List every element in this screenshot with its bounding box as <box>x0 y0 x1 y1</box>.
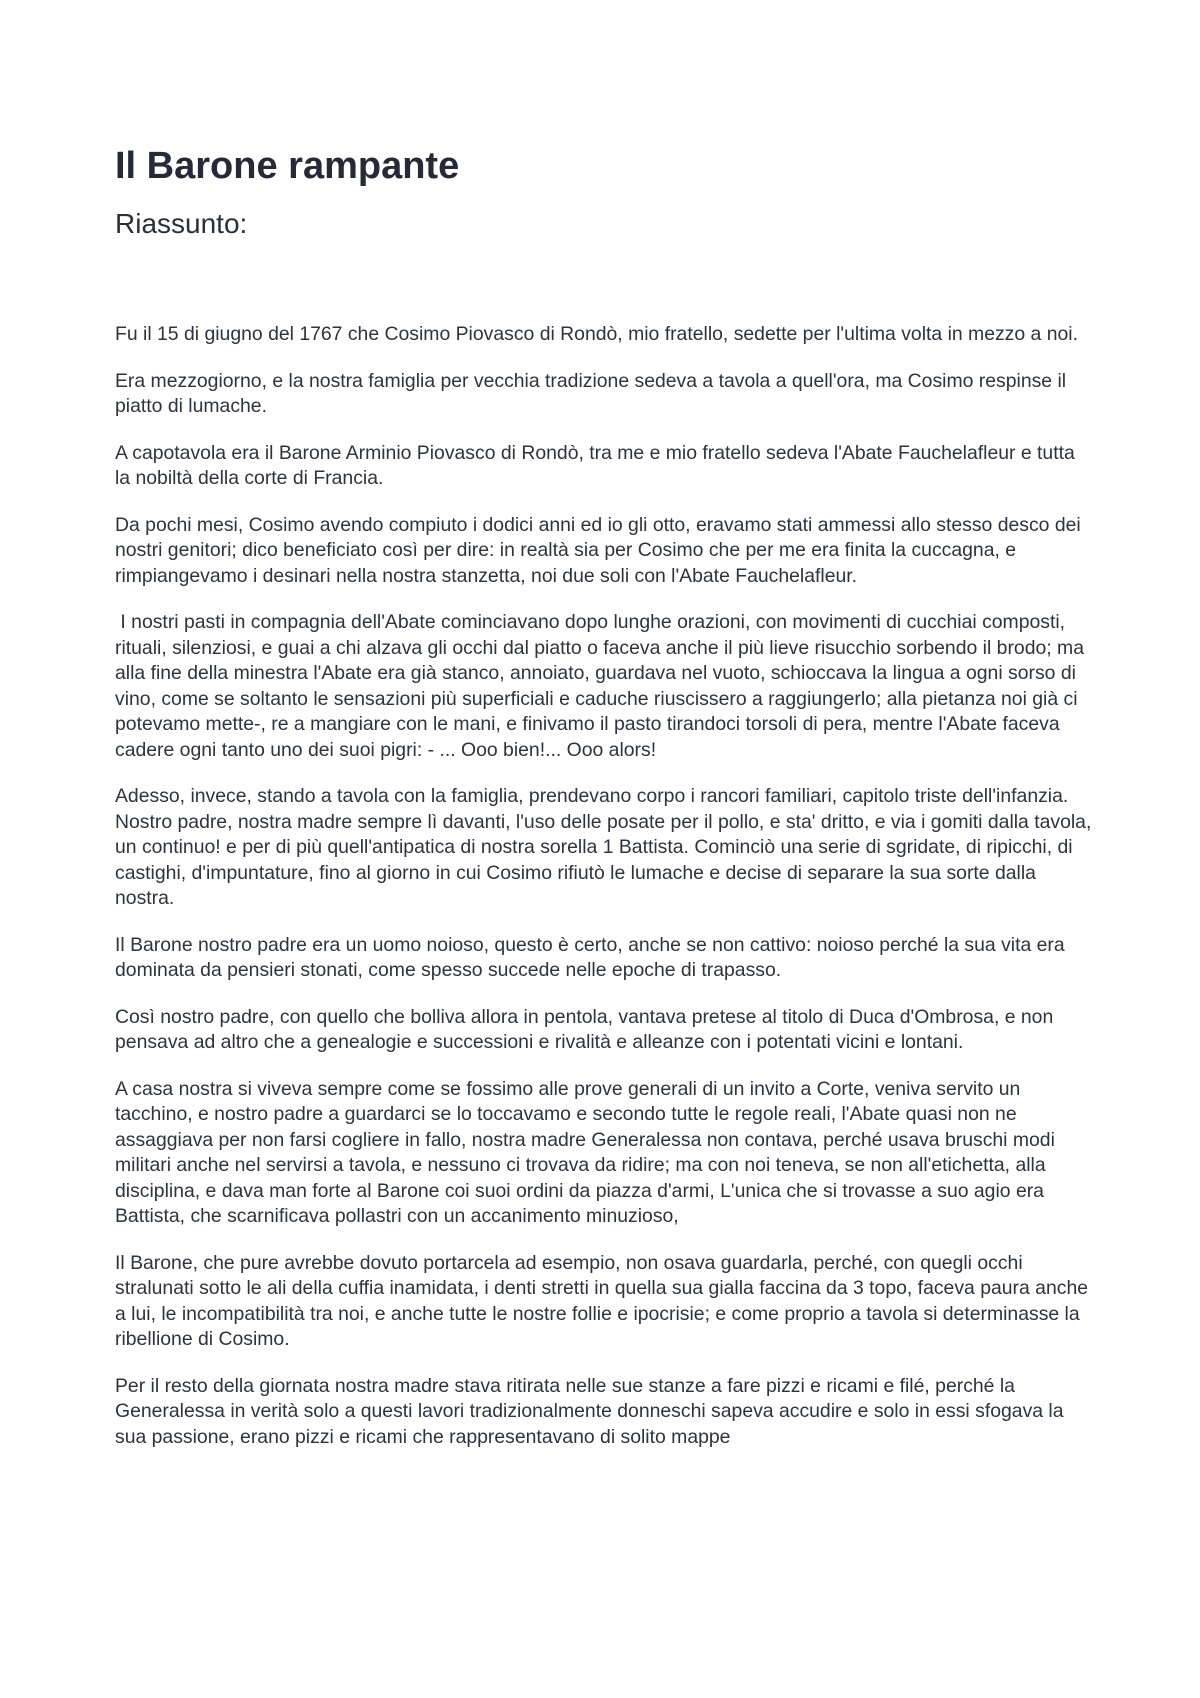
document-page <box>115 140 1095 1471</box>
paragraph-11: Per il resto della giornata nostra madre stava ritirata nelle sue stanze a fare pizzi e ricami e filé, perché la Generalessa in verità solo a questi lavori tradizionalmente donneschi sapeva accudire e solo in essi sfogava la sua passione, erano pizzi e ricami che rappresentavano di solito mappe <box>115 1374 1064 1448</box>
paragraph-6: Adesso, invece, stando a tavola con la famiglia, prendevano corpo i rancori familiari, capitolo triste dell'infanzia. Nostro padre, nostra madre sempre lì davanti, l'uso delle posate per il pollo, e sta' dritto, e via i gomiti dalla tavola, un continuo! e per di più quell'antipatica di nostra sorella 1 Battista. Cominciò una serie di sgridate, di ripicchi, di castighi, d'impuntature, fino al giorno in cui Cosimo rifiutò le lumache e decise di separare la sua sorte dalla nostra. <box>115 785 1092 909</box>
paragraph-9: A casa nostra si viveva sempre come se fossimo alle prove generali di un invito a Corte, veniva servito un tacchino, e nostro padre a guardarci se lo toccavamo e secondo tutte le regole reali, l'Abate quasi non ne assaggiava per non farsi cogliere in fallo, nostra madre Generalessa non contava, perché usava bruschi modi militari anche nel servirsi a tavola, e nessuno ci trovava da ridire; ma con noi teneva, se non all'etichetta, alla disciplina, e dava man forte al Barone coi suoi ordini da piazza d'armi, L'unica che si trovasse a suo agio era Battista, che scarnificava pollastri con un accanimento minuzioso, <box>115 1077 1055 1227</box>
paragraph-3: A capotavola era il Barone Arminio Piovasco di Rondò, tra me e mio fratello sedeva l'Abate Fauchelafleur e tutta la nobiltà della corte di Francia. <box>115 441 1075 489</box>
paragraph-7: Il Barone nostro padre era un uomo noioso, questo è certo, anche se non cattivo: noioso perché la sua vita era dominata da pensieri stonati, come spesso succede nelle epoche di trapasso. <box>115 933 1065 981</box>
paragraph-2: Era mezzogiorno, e la nostra famiglia per vecchia tradizione sedeva a tavola a quell'ora, ma Cosimo respinse il piatto di lumache. <box>115 369 1067 417</box>
document-body <box>115 322 1095 1450</box>
paragraph-1: Fu il 15 di giugno del 1767 che Cosimo Piovasco di Rondò, mio fratello, sedette per l'ultima volta in mezzo a noi. <box>115 323 1078 345</box>
paragraph-4: Da pochi mesi, Cosimo avendo compiuto i dodici anni ed io gli otto, eravamo stati ammessi allo stesso desco dei nostri genitori; dico beneficiato così per dire: in realtà sia per Cosimo che per me era finita la cuccagna, e rimpiangevamo i desinari nella nostra stanzetta, noi due soli con l'Abate Fauchelafleur. <box>115 513 1081 587</box>
paragraph-5: I nostri pasti in compagnia dell'Abate cominciavano dopo lunghe orazioni, con movimenti di cucchiai composti, rituali, silenziosi, e guai a chi alzava gli occhi dal piatto o faceva anche il più lieve risucchio sorbendo il brodo; ma alla fine della minestra l'Abate era già stanco, annoiato, guardava nel vuoto, schioccava la lingua a ogni sorso di vino, come se soltanto le sensazioni più superficiali e caduche riuscissero a raggiungerlo; alla pietanza noi già ci potevamo mette-, re a mangiare con le mani, e finivamo il pasto tirandoci torsoli di pera, mentre l'Abate faceva cadere ogni tanto uno dei suoi pigri: - ... Ooo bien!... Ooo alors! <box>115 611 1090 761</box>
document-title: Il Barone rampante <box>115 145 460 187</box>
paragraph-8: Così nostro padre, con quello che bolliva allora in pentola, vantava pretese al titolo di Duca d'Ombrosa, e non pensava ad altro che a genealogie e successioni e rivalità e alleanze con i potentati vicini e lontani. <box>115 1005 1054 1053</box>
document-subtitle: Riassunto: <box>115 208 248 239</box>
paragraph-10: Il Barone, che pure avrebbe dovuto portarcela ad esempio, non osava guardarla, perché, con quegli occhi stralunati sotto le ali della cuffia inamidata, i denti stretti in quella sua gialla faccina da 3 topo, faceva paura anche a lui, le incompatibilità tra noi, e anche tutte le nostre follie e ipocrisie; e come proprio a tavola si determinasse la ribellione di Cosimo. <box>115 1251 1089 1350</box>
